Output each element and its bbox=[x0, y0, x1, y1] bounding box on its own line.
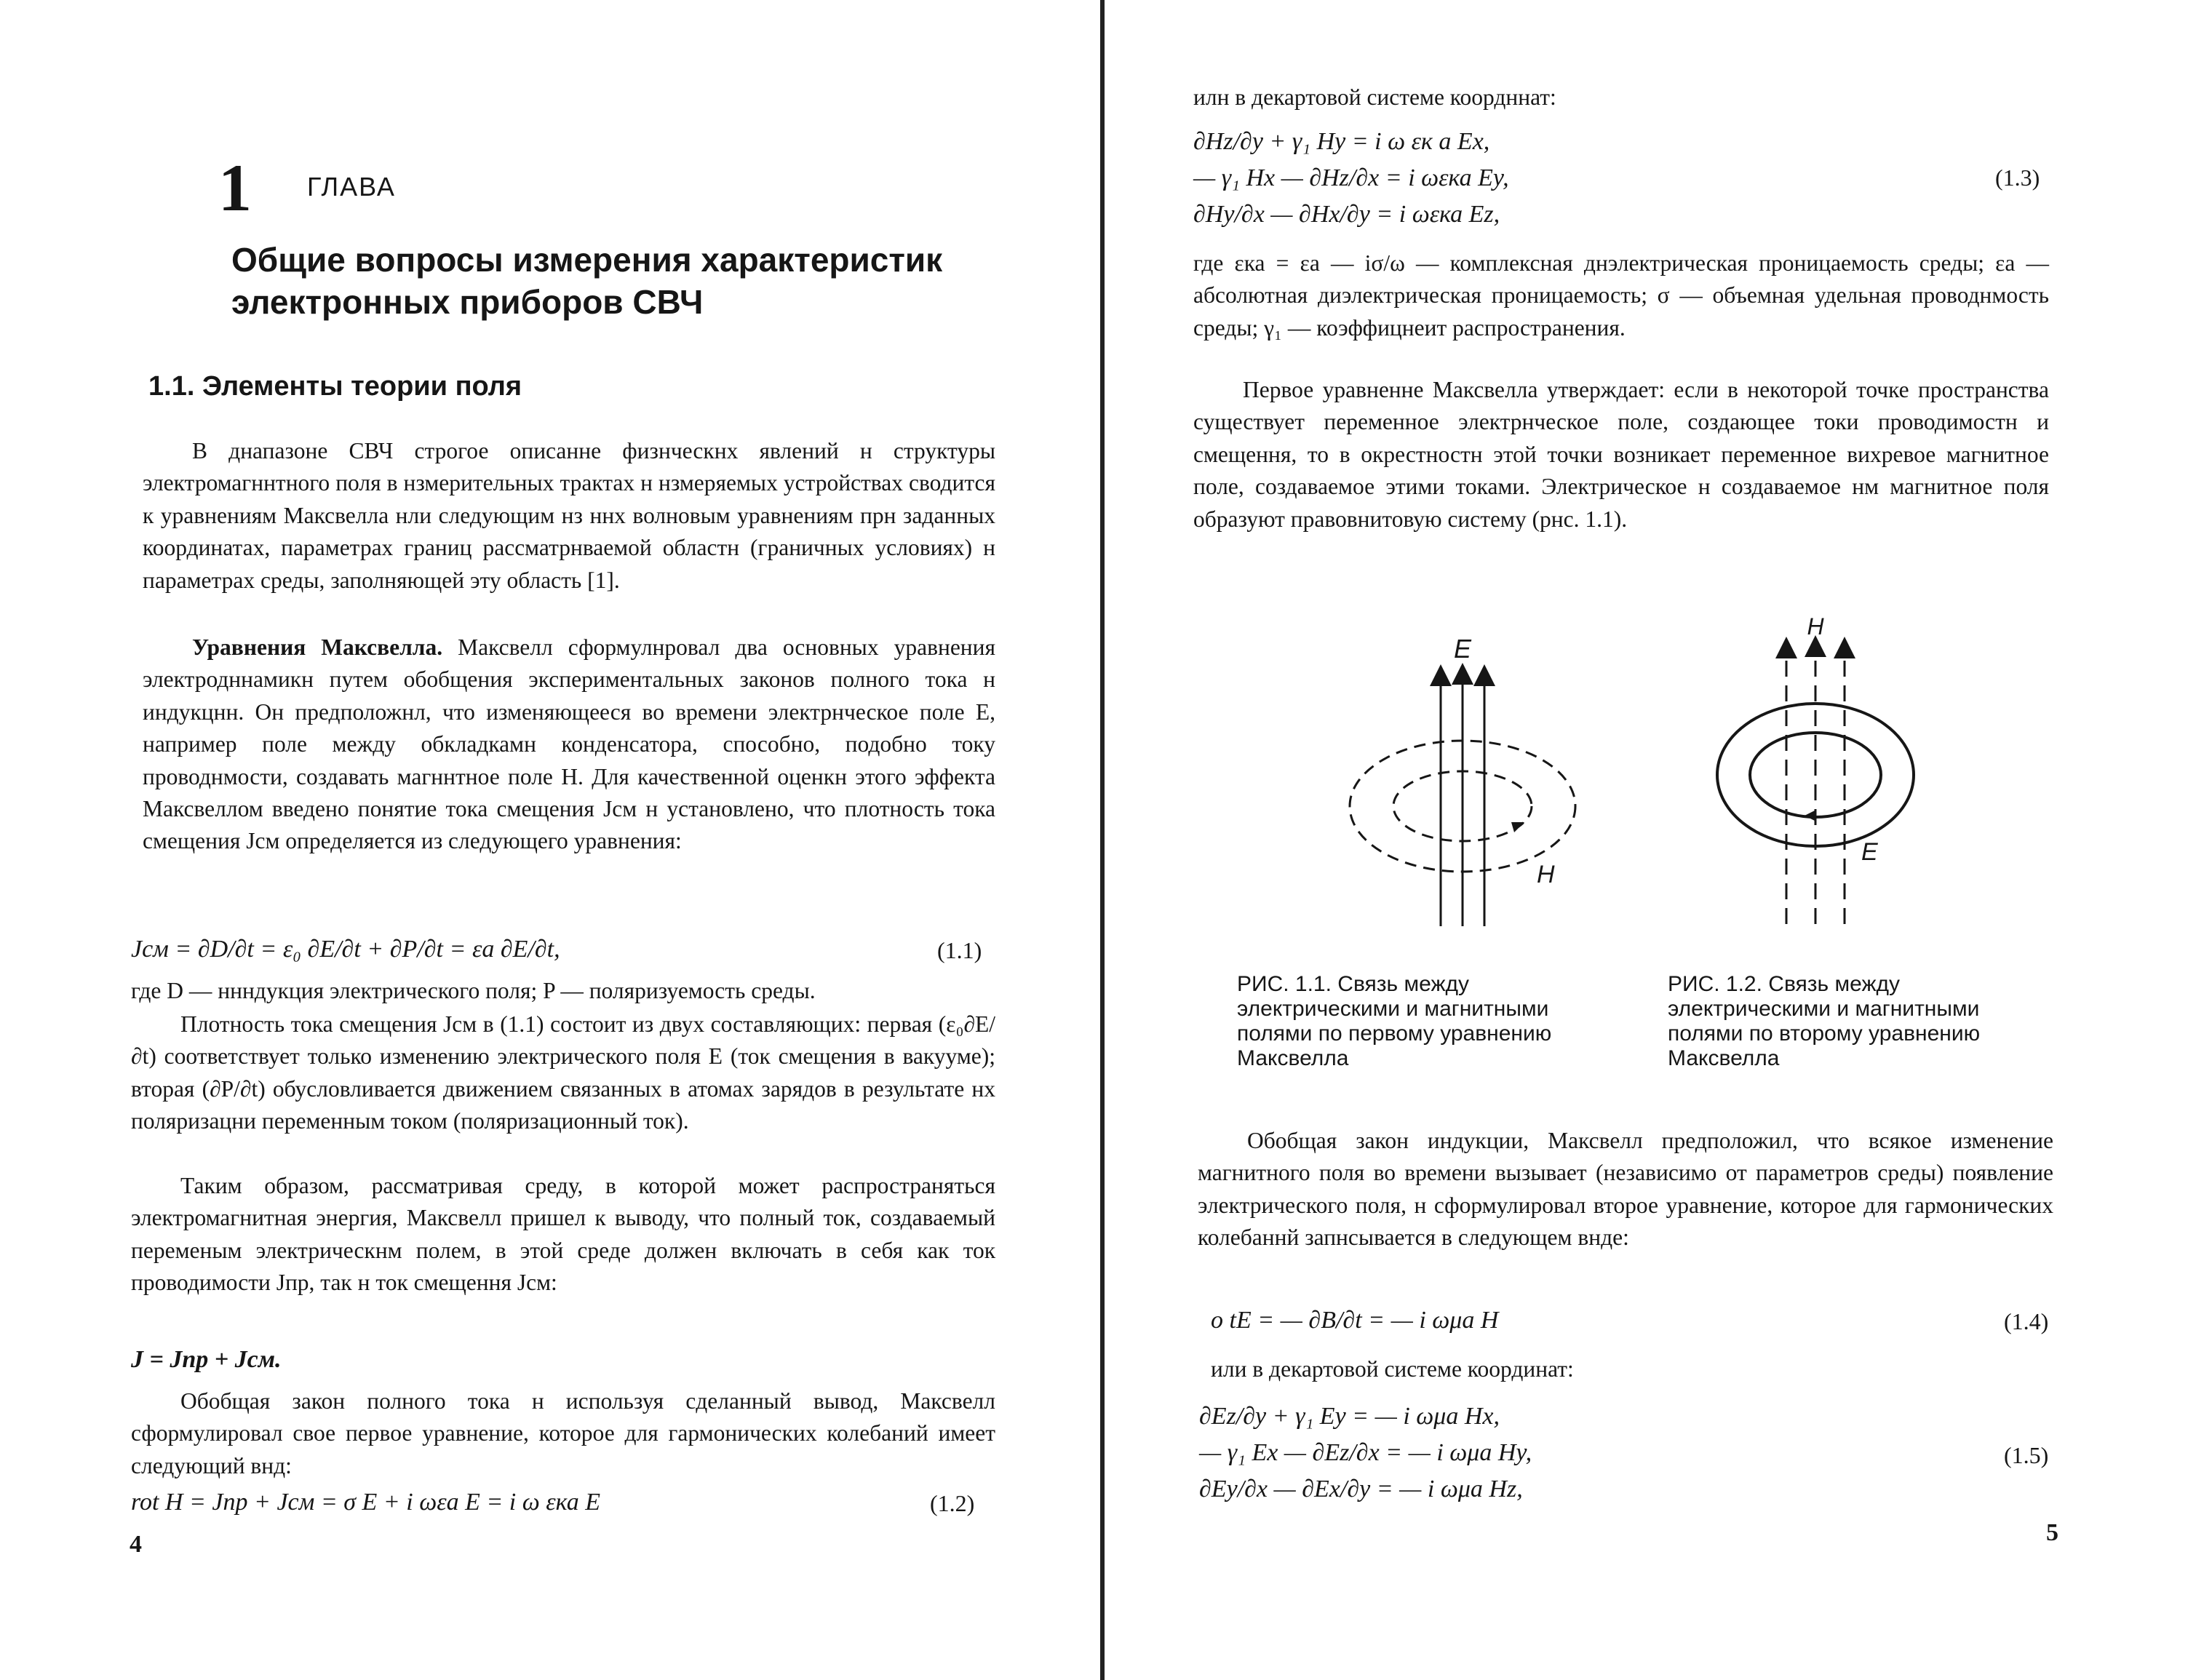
intro-text-2: или в декартовой системе координат: bbox=[1211, 1356, 1574, 1382]
page-number-right: 5 bbox=[2046, 1519, 2058, 1546]
equation-1-5-line-3: ∂Ey/∂x — ∂Ex/∂y = — i ωμa Hz, bbox=[1199, 1476, 1523, 1502]
equation-1-1-number: (1.1) bbox=[937, 937, 982, 963]
figure-1-2-label-h: H bbox=[1807, 613, 1824, 640]
paragraph-1: В днапазоне СВЧ строгое описанне физнческнх явлений н структуры электромагннтного поля в нзмерительных трактах н нзмеряемых устройствах сводится к уравнениям Максвелла нли следующим нз ннх волновым уравнениям прн заданных координатах, параметрах границ рассматрнваемой областн (граничных условиях) н параметрах среды, заполняющей эту область [1]. bbox=[143, 438, 995, 593]
paragraph-9: Обобщая закон индукции, Максвелл предположил, что всякое изменение магнитного поля во времени вызывает (независимо от параметров среды) появление электрического поля, н сформулировал второе уравнение, которое для гармонических колебаннй запнсывается в следующем внде: bbox=[1198, 1128, 2053, 1251]
chapter-number: 1 bbox=[218, 151, 252, 225]
chapter-title-line-2: электронных приборов СВЧ bbox=[231, 283, 704, 321]
book-gutter bbox=[1100, 0, 1105, 1680]
paragraph-6: Обобщая закон полного тока н используя сделанный вывод, Максвелл сформулировал свое первое уравнение, которое для гармонических колебаний имеет следующий внд: bbox=[131, 1388, 995, 1478]
figure-1-2-label-e: E bbox=[1861, 838, 1878, 866]
e-direction-arrow bbox=[1805, 810, 1816, 821]
chapter-title bbox=[231, 239, 1032, 323]
figure-1-1-label-e: E bbox=[1453, 634, 1472, 664]
equation-1-2-number: (1.2) bbox=[930, 1490, 975, 1516]
section-title: 1.1. Элементы теории поля bbox=[148, 371, 522, 402]
page-number-left: 4 bbox=[130, 1531, 142, 1558]
figure-1-1-label-h: H bbox=[1537, 861, 1555, 888]
paragraph-2 bbox=[143, 632, 995, 858]
paragraph-3: где D — ннндукция электрического поля; P — поляризуемость среды. bbox=[131, 978, 816, 1003]
intro-text: илн в декартовой системе коордннат: bbox=[1193, 84, 1556, 110]
paragraph-2-text: Максвелл сформулнровал два основных уравнения электродннамикн путем обобщения экспериментальных законов полного тока н индукцнн. Он предположнл, что изменяющееся во времени электрнческое поле E, например поле между обкладкамн конденсатора, способно, подобно току проводнмости, создавать магннтное поле H. Для качественной оценкн этого эффекта Максвеллом введено понятие тока смещения Jсм н установлено, что плотность тока смещения Jсм определяется из следующего уравнения: bbox=[143, 634, 996, 854]
equation-total-current: J = Jпр + Jсм. bbox=[131, 1346, 282, 1373]
figure-1-2-caption: РИС. 1.2. Связь между электрическими и магнитными полями по второму уравнению Максвелла bbox=[1668, 972, 1981, 1070]
paragraph-4: Плотность тока смещения Jсм в (1.1) состоит из двух составляющих: первая (ε₀∂E/∂t) соответствует только изменению электрического поля E (ток смещения в вакууме); вторая (∂P/∂t) обусловливается движением связанных в атомах зарядов в результате нх поляризацни переменным током (поляризационный ток). bbox=[131, 1011, 995, 1134]
equation-1-3-number: (1.3) bbox=[1995, 164, 2040, 191]
equation-1-3-line-3: ∂Hy/∂x — ∂Hx/∂y = i ωεка Ez, bbox=[1193, 201, 1500, 228]
paragraph-2-heading: Уравнения Максвелла. bbox=[192, 634, 443, 660]
equation-1-2: rot H = Jпр + Jсм = σ E + i ωεa E = i ω εка E bbox=[131, 1489, 600, 1516]
figure-1-2 bbox=[1710, 611, 1921, 931]
figure-1-1-caption: РИС. 1.1. Связь между электрическими и магнитными полями по первому уравнению Максвелла bbox=[1237, 972, 1552, 1070]
paragraph-5: Таким образом, рассматривая среду, в которой может распространяться электромагнитная энергия, Максвелл пришел к выводу, что полный ток, создаваемый переменым электрическнм полем, в этой среде должен включать в себя как ток проводимости Jпр, так н ток смещення Jсм: bbox=[131, 1173, 995, 1296]
figure-1-1 bbox=[1346, 632, 1586, 937]
chapter-label: ГЛАВА bbox=[307, 172, 396, 202]
chapter-title-line-1: Общие вопросы измерения характеристик bbox=[231, 241, 943, 279]
electric-field-lines bbox=[1441, 674, 1484, 926]
equation-1-5-line-2: — γ₁ Ex — ∂Ez/∂x = — i ωμa Hy, bbox=[1199, 1439, 1532, 1466]
equation-1-3-line-2: — γ₁ Hx — ∂Hz/∂x = i ωεка Ey, bbox=[1193, 164, 1509, 191]
right-page bbox=[1121, 0, 2212, 1680]
paragraph-7: где εка = εa — iσ/ω — комплексная днэлектрическая проницаемость среды; εa — абсолютная диэлектрическая проницаемость; σ — объемная удельная проводнмость среды; γ₁ — коэффицнеит распространения. bbox=[1193, 250, 2049, 341]
paragraph-8: Первое уравненне Максвелла утверждает: если в некоторой точке пространства существует переменное электрнческое поле, создающее токи проводимостн и смещення, то в окрестностн этой точки возникает переменное вихревое магнитное поле, создаваемое этими токами. Электрическое н создаваемое нм магнитное поля образуют правовнитовую систему (рнс. 1.1). bbox=[1193, 377, 2049, 532]
equation-1-4-number: (1.4) bbox=[2004, 1308, 2049, 1334]
equation-1-1: Jсм = ∂D/∂t = ε₀ ∂E/∂t + ∂P/∂t = εa ∂E/∂t, bbox=[131, 936, 560, 963]
equation-1-3-line-1: ∂Hz/∂y + γ₁ Hy = i ω εк a Ex, bbox=[1193, 128, 1490, 155]
equation-1-5-line-1: ∂Ez/∂y + γ₁ Ey = — i ωμa Hx, bbox=[1199, 1403, 1500, 1430]
magnetic-field-lines bbox=[1786, 646, 1845, 924]
equation-1-4: o tE = — ∂B/∂t = — i ωμa H bbox=[1211, 1307, 1499, 1334]
left-page bbox=[0, 0, 1099, 1680]
equation-1-5-number: (1.5) bbox=[2004, 1442, 2049, 1468]
h-direction-arrow bbox=[1511, 822, 1524, 832]
